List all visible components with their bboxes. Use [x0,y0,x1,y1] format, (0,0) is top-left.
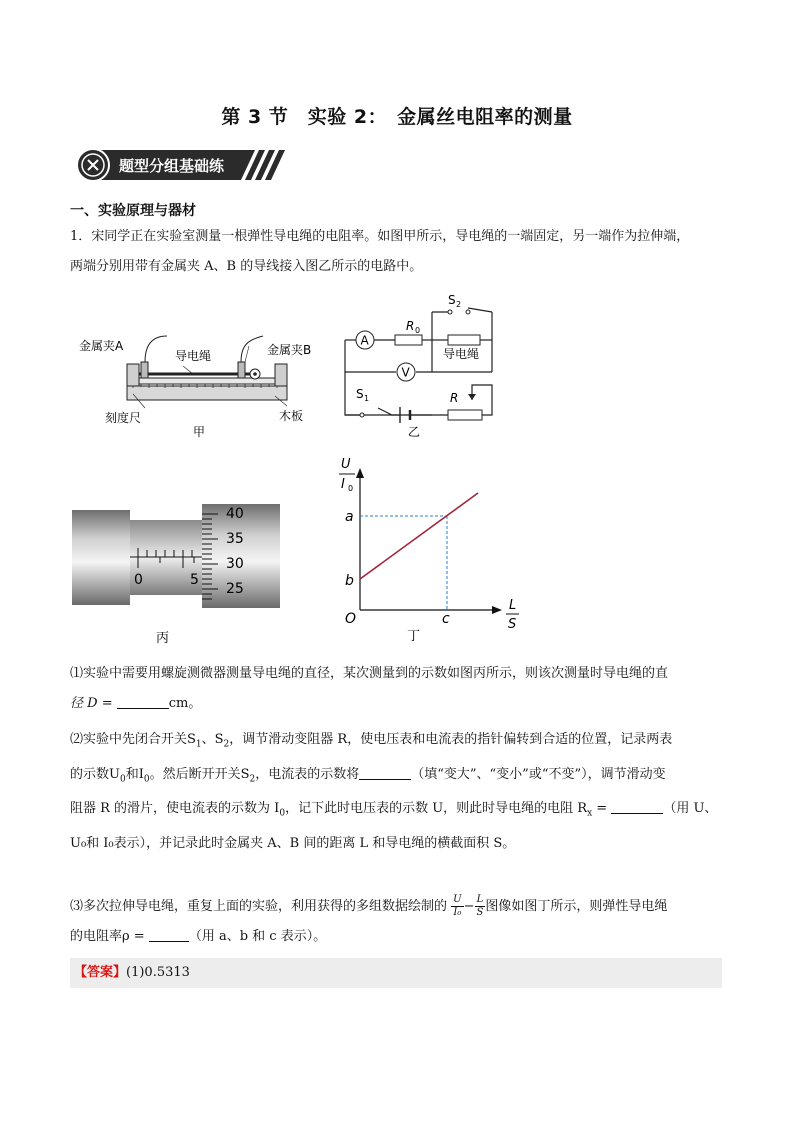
r0-label: R [406,319,415,333]
p1-d-label: 径 D = [70,696,113,711]
p2-line-4: U₀和 I₀表示），并记录此时金属夹 A、B 间的距离 L 和导电绳的横截面积 S。 [70,835,516,851]
ylabel-den: I [341,477,345,492]
rheostat-label: R [450,391,459,405]
xlabel-den: S [508,617,517,632]
s2-label: S [448,293,456,307]
label-clip-b: 金属夹B [267,343,312,357]
figure-jia [75,322,325,444]
question-part-2: ⑵实验中先闭合开关$S_1$、$S_2$，调节滑动变阻器 R，使电压表和电流表的指针偏转到合适的位置，记录两表 的示数$U_0$和$I_0$。然后断开开关$S_2$，电流表的示数将 （填“变大”、“变小”或“不变”），调节滑动变 阻器 R 的滑片，使电流表的示数为 $I_0$，记下此时电压表的示数 U，则此时导电绳的电阻 $R_x$ = （用 U、 U₀和 I₀表示），并记录此时金属夹 A、B 间的距离 L 和导电绳的横截面积 S。 [70,725,730,859]
svg-text:1: 1 [364,394,370,403]
answer-blank-rho[interactable] [149,927,189,942]
s1-label: S [356,387,364,401]
thimble-tick-40: 40 [226,506,244,522]
question-part-1: ⑴实验中需要用螺旋测微器测量导电绳的直径，某次测量到的示数如图丙所示，则该次测量时导电绳的直 径 D = cm。 [70,659,730,719]
xlabel-num: L [509,598,517,613]
label-clip-a: 金属夹A [79,339,124,353]
main-scale-0: 0 [134,572,143,588]
label-ruler: 刻度尺 [105,411,142,425]
voltmeter-label: V [401,365,410,380]
answer-blank-d[interactable] [117,694,169,709]
label-origin: O [345,611,357,627]
p1-line-1: ⑴实验中需要用螺旋测微器测量导电绳的直径，某次测量到的示数如图丙所示，则该次测量时导电绳的直 [70,666,669,681]
ammeter-label: A [360,333,369,348]
figure-yi [340,290,510,440]
svg-text:0: 0 [415,326,421,335]
rope-resistor [448,335,480,345]
caption-jia: 甲 [193,425,206,439]
figure-bing [72,498,287,648]
rheostat [448,410,482,420]
thimble-tick-30: 30 [226,556,244,572]
fraction-u-i0: $\frac{U}{\text{I₀}}$ [453,894,462,918]
r0-resistor [395,335,422,345]
question-part-3: ⑶多次拉伸导电绳，重复上面的实验，利用获得的多组数据绘制的 $\frac{U}{\text{I₀}}$ − $\frac{L}{S}$ 图像如图丁所示，则弹性导电绳 的电阻率ρ = （用 a、b 和 c 表示）。 [70,894,668,944]
answer-box [70,958,722,988]
section-heading: 一、实验原理与器材 [70,203,196,219]
caption-bing: 丙 [156,631,170,646]
graph-line [360,493,478,579]
thimble-tick-25: 25 [226,581,244,597]
label-a: a [345,509,354,525]
intro-line-2: 两端分别用带有金属夹 A、B 的导线接入图乙所示的电路中。 [70,259,423,274]
ylabel-num: U [341,457,351,472]
label-b: b [345,573,354,589]
banner-label: 题型分组基础练 [119,157,225,175]
thimble-tick-35: 35 [226,531,244,547]
answer-blank-current-change[interactable] [359,765,411,780]
svg-text:2: 2 [456,300,462,309]
section-banner [75,148,293,182]
label-board: 木板 [279,409,304,423]
label-rope: 导电绳 [175,349,212,363]
caption-ding: 丁 [407,629,421,642]
main-scale-5: 5 [190,572,199,588]
svg-text:0: 0 [348,484,354,493]
caption-yi: 乙 [408,425,421,439]
intro-line-1: 1．宋同学正在实验室测量一根弹性导电绳的电阻率。如图甲所示，导电绳的一端固定，另一端作为拉伸端， [70,229,690,244]
answer-blank-rx[interactable] [611,799,663,814]
page-title: 第 3 节 实验 2： 金属丝电阻率的测量 [221,106,573,128]
answer-label: 【答案】 [74,965,127,980]
fraction-l-s: $\frac{L}{S}$ [476,894,484,918]
label-c: c [442,611,450,627]
rope-label: 导电绳 [443,347,480,361]
question-intro [70,222,730,282]
figure-ding [335,452,530,642]
answer-text: (1)0.5313 [126,965,190,980]
